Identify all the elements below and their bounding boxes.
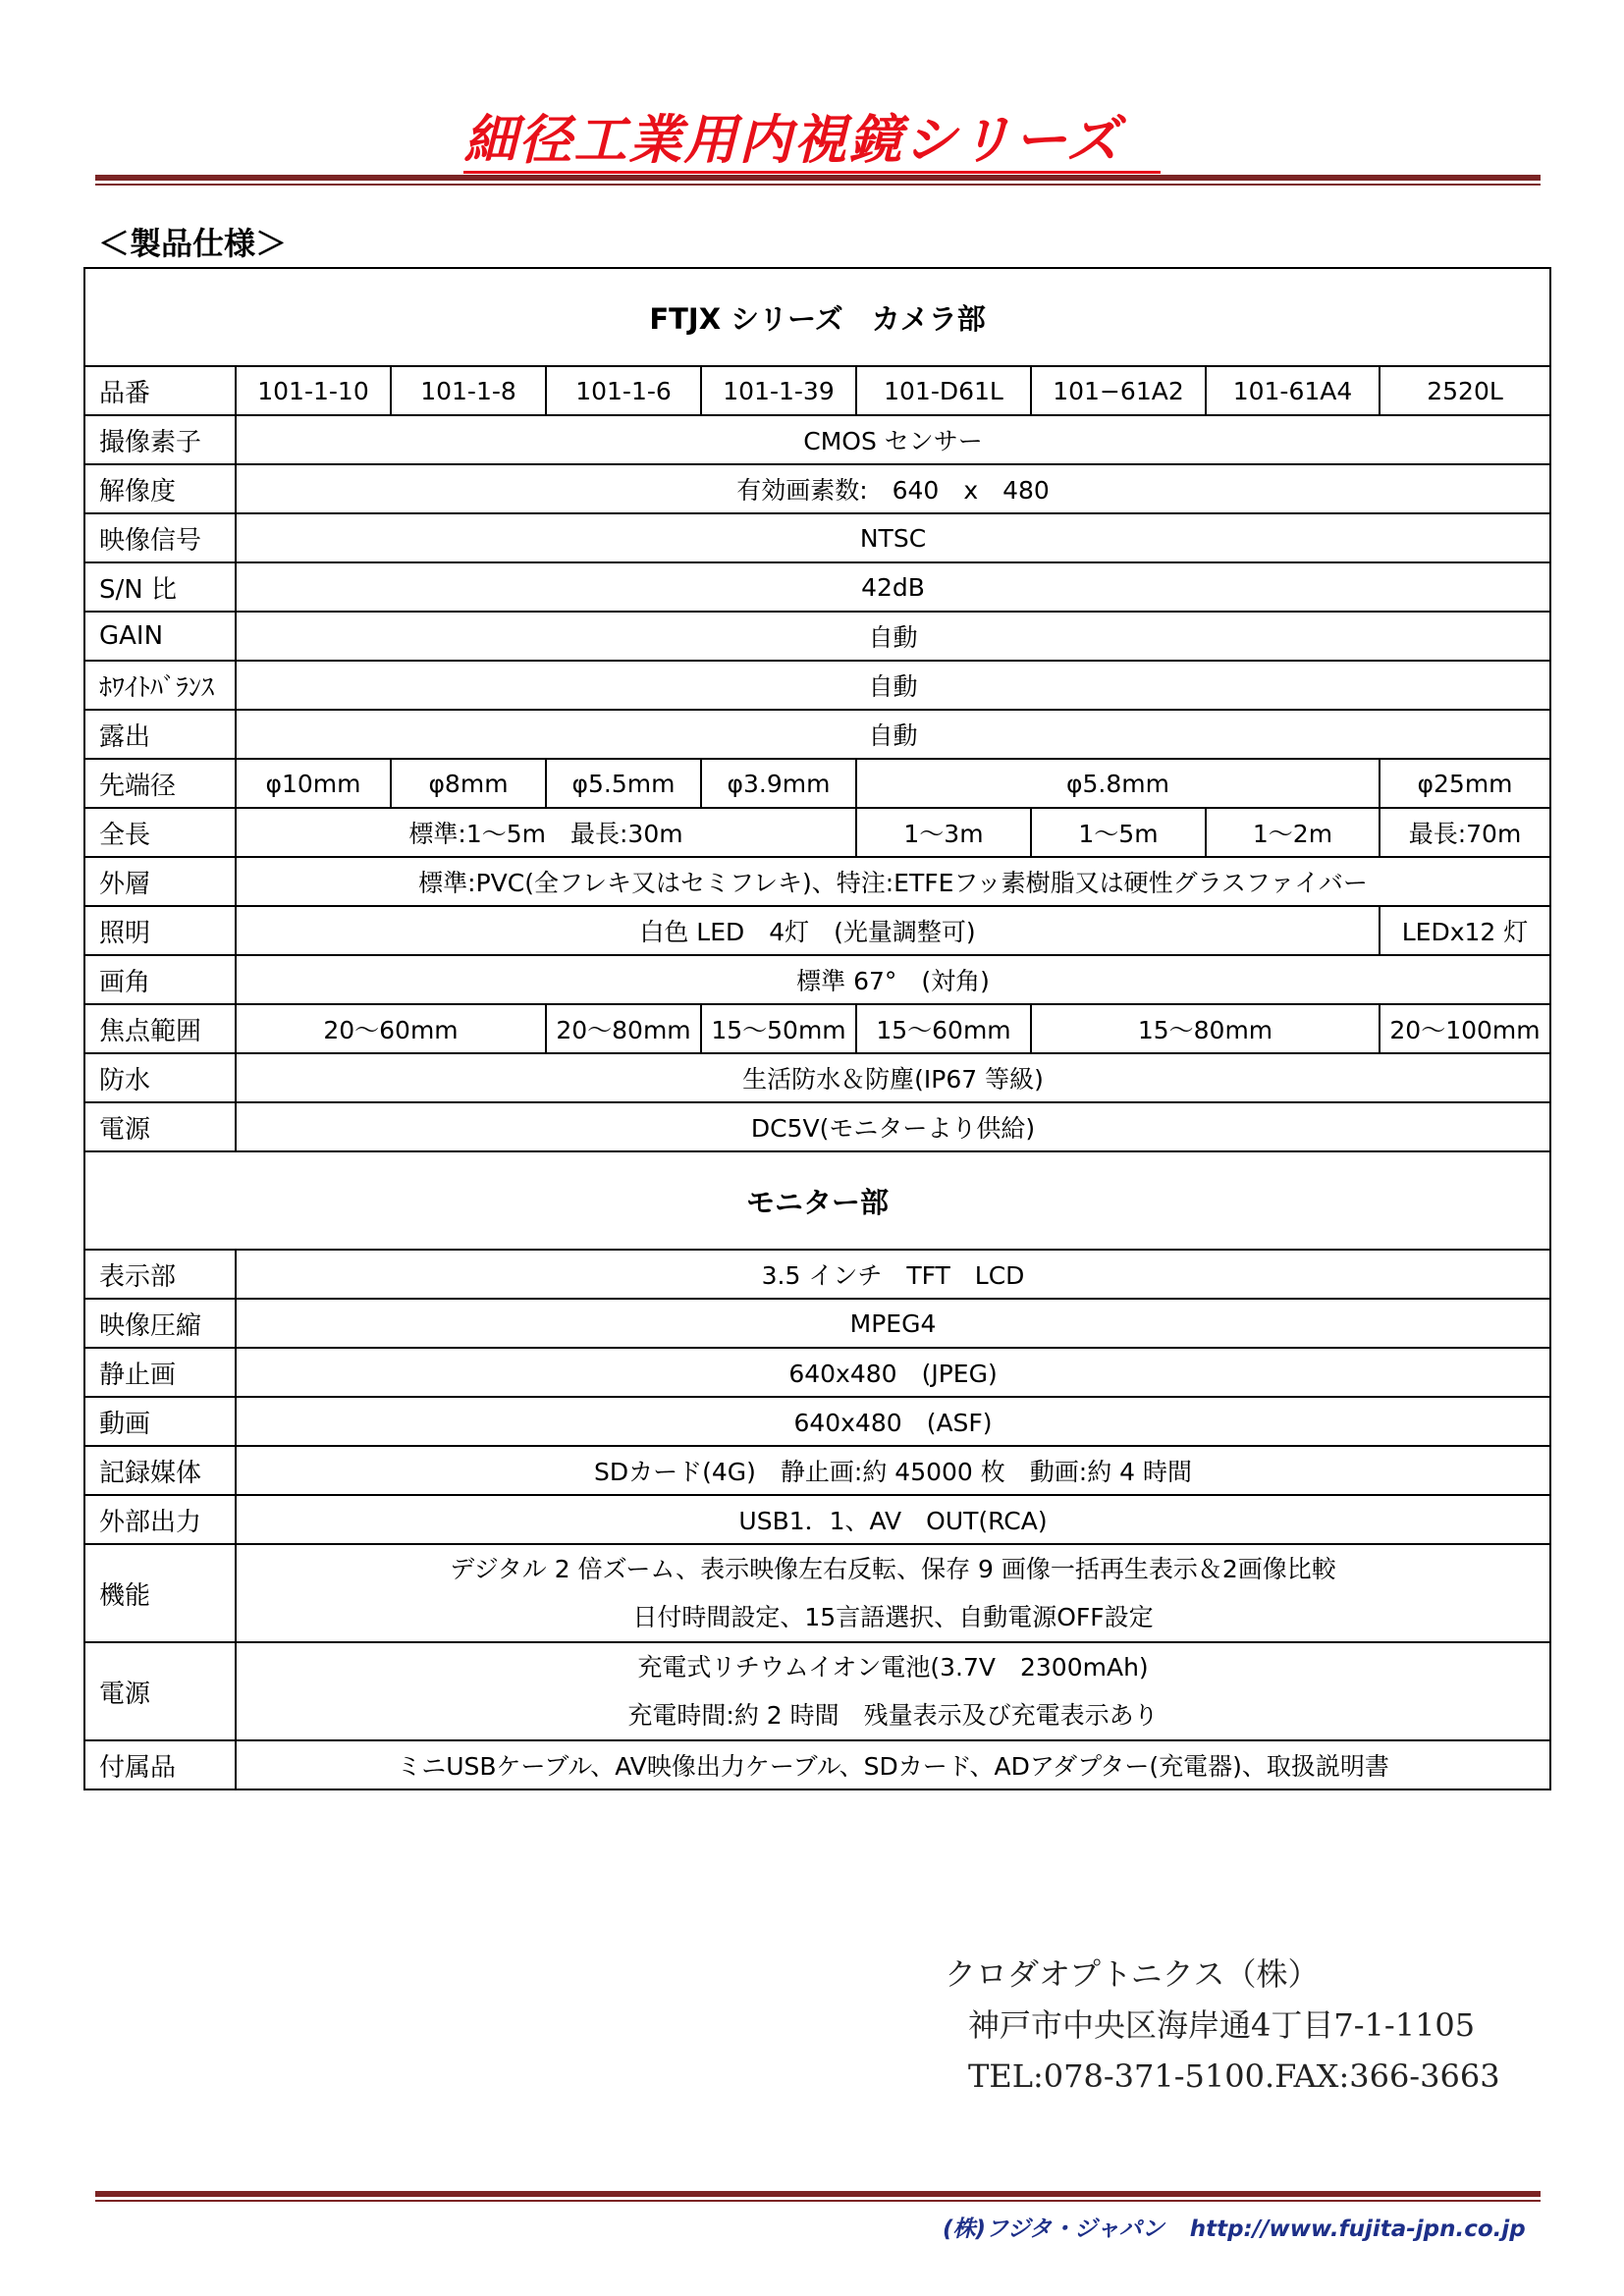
table-row xyxy=(84,661,1550,710)
focus-cell: 15～60mm xyxy=(856,1004,1031,1053)
model-cell: 101-1-8 xyxy=(391,366,546,415)
light-cell: LEDx12 灯 xyxy=(1380,906,1550,955)
model-cell: 2520L xyxy=(1380,366,1550,415)
row-label: 記録媒体 xyxy=(84,1446,236,1495)
row-label: S/N 比 xyxy=(84,562,236,612)
row-label: 外部出力 xyxy=(84,1495,236,1544)
row-value: USB1．1、AV OUT(RCA) xyxy=(236,1495,1550,1544)
table-row xyxy=(84,612,1550,661)
tip-cell: φ3.9mm xyxy=(701,759,856,808)
model-cell: 101-1-6 xyxy=(546,366,701,415)
function-line: 日付時間設定、15言語選択、自動電源OFF設定 xyxy=(632,1603,1154,1631)
row-label: 映像信号 xyxy=(84,513,236,562)
model-cell: 101-61A4 xyxy=(1206,366,1380,415)
company-contact: TEL:078-371-5100.FAX:366-3663 xyxy=(968,2057,1500,2095)
spec-table xyxy=(83,267,1551,1790)
table-row xyxy=(84,759,1550,808)
row-label: 動画 xyxy=(84,1397,236,1446)
model-cell: 101-1-10 xyxy=(236,366,391,415)
table-row xyxy=(84,464,1550,513)
focus-cell: 20～100mm xyxy=(1380,1004,1550,1053)
row-value: 生活防水＆防塵(IP67 等級) xyxy=(236,1053,1550,1102)
footer xyxy=(943,2211,1526,2243)
row-label: 静止画 xyxy=(84,1348,236,1397)
table-row xyxy=(84,1446,1550,1495)
company-name: クロダオプトニクス（株） xyxy=(945,1955,1320,1993)
row-label: 電源 xyxy=(84,1102,236,1151)
model-cell: 101−61A2 xyxy=(1031,366,1206,415)
tip-cell: φ5.8mm xyxy=(856,759,1380,808)
row-value xyxy=(236,1544,1550,1642)
monitor-header: モニター部 xyxy=(84,1151,1550,1250)
row-label: 照明 xyxy=(84,906,236,955)
row-value: NTSC xyxy=(236,513,1550,562)
table-row xyxy=(84,1544,1550,1642)
table-row xyxy=(84,808,1550,857)
table-row xyxy=(84,1495,1550,1544)
row-value: CMOS センサー xyxy=(236,415,1550,464)
table-row xyxy=(84,366,1550,415)
row-value xyxy=(236,1642,1550,1740)
row-label: 先端径 xyxy=(84,759,236,808)
tip-cell: φ8mm xyxy=(391,759,546,808)
row-value: ミニUSBケーブル、AV映像出力ケーブル、SDカード、ADアダプター(充電器)、取扱説明書 xyxy=(236,1740,1550,1789)
table-row xyxy=(84,1053,1550,1102)
length-cell: 1～2m xyxy=(1206,808,1380,857)
power-line: 充電式リチウムイオン電池(3.7V 2300mAh) xyxy=(637,1653,1149,1682)
tip-cell: φ10mm xyxy=(236,759,391,808)
table-row xyxy=(84,562,1550,612)
row-label: 露出 xyxy=(84,710,236,759)
row-label: 全長 xyxy=(84,808,236,857)
row-label: 画角 xyxy=(84,955,236,1004)
row-label: 外層 xyxy=(84,857,236,906)
row-label: 解像度 xyxy=(84,464,236,513)
row-value: 640x480 (ASF) xyxy=(236,1397,1550,1446)
row-value: 3.5 インチ TFT LCD xyxy=(236,1250,1550,1299)
table-row xyxy=(84,1397,1550,1446)
document-title: 細径工業用内視鏡シリーズ xyxy=(0,98,1624,174)
row-value: 自動 xyxy=(236,661,1550,710)
model-cell: 101-1-39 xyxy=(701,366,856,415)
focus-cell: 15～50mm xyxy=(701,1004,856,1053)
table-row xyxy=(84,1004,1550,1053)
title-rule xyxy=(95,175,1541,186)
focus-cell: 20～60mm xyxy=(236,1004,546,1053)
row-value: 標準:PVC(全フレキ又はセミフレキ)、特注:ETFEフッ素樹脂又は硬性グラスファイバー xyxy=(236,857,1550,906)
footer-url[interactable]: http://www.fujita-jpn.co.jp xyxy=(1189,2216,1526,2242)
company-block xyxy=(945,1949,1500,2102)
row-label: GAIN xyxy=(84,612,236,661)
footer-rule xyxy=(95,2191,1541,2202)
row-label: 機能 xyxy=(84,1544,236,1642)
row-label: 電源 xyxy=(84,1642,236,1740)
row-value: 42dB xyxy=(236,562,1550,612)
row-value: 自動 xyxy=(236,710,1550,759)
row-value: DC5V(モニターより供給) xyxy=(236,1102,1550,1151)
table-row xyxy=(84,1740,1550,1789)
function-line: デジタル 2 倍ズーム、表示映像左右反転、保存 9 画像一括再生表示＆2画像比較 xyxy=(450,1555,1336,1583)
table-row xyxy=(84,1348,1550,1397)
row-value: 自動 xyxy=(236,612,1550,661)
table-row xyxy=(84,857,1550,906)
focus-cell: 15～80mm xyxy=(1031,1004,1380,1053)
row-label: 防水 xyxy=(84,1053,236,1102)
row-label: 表示部 xyxy=(84,1250,236,1299)
length-cell: 1～5m xyxy=(1031,808,1206,857)
table-row xyxy=(84,1642,1550,1740)
row-value: SDカード(4G) 静止画:約 45000 枚 動画:約 4 時間 xyxy=(236,1446,1550,1495)
row-label: 付属品 xyxy=(84,1740,236,1789)
focus-cell: 20～80mm xyxy=(546,1004,701,1053)
row-value: 有効画素数: 640 x 480 xyxy=(236,464,1550,513)
row-label: ﾎﾜｲﾄﾊﾞﾗﾝｽ xyxy=(84,661,236,710)
table-row xyxy=(84,1299,1550,1348)
table-row xyxy=(84,955,1550,1004)
table-row xyxy=(84,415,1550,464)
company-address: 神戸市中央区海岸通4丁目7-1-1105 xyxy=(968,2006,1476,2044)
row-value: 640x480 (JPEG) xyxy=(236,1348,1550,1397)
table-row xyxy=(84,513,1550,562)
table-row xyxy=(84,906,1550,955)
table-row xyxy=(84,1102,1550,1151)
power-line: 充電時間:約 2 時間 残量表示及び充電表示あり xyxy=(627,1701,1159,1730)
row-label: 品番 xyxy=(84,366,236,415)
length-cell: 最長:70m xyxy=(1380,808,1550,857)
model-cell: 101-D61L xyxy=(856,366,1031,415)
row-value: 標準 67° (対角) xyxy=(236,955,1550,1004)
row-label: 焦点範囲 xyxy=(84,1004,236,1053)
camera-header: FTJX シリーズ カメラ部 xyxy=(84,268,1550,366)
row-value: MPEG4 xyxy=(236,1299,1550,1348)
tip-cell: φ25mm xyxy=(1380,759,1550,808)
row-label: 撮像素子 xyxy=(84,415,236,464)
footer-brand: (株)フジタ・ジャパン xyxy=(943,2216,1164,2242)
length-cell: 標準:1～5m 最長:30m xyxy=(236,808,856,857)
table-row xyxy=(84,1250,1550,1299)
light-cell: 白色 LED 4灯 (光量調整可) xyxy=(236,906,1380,955)
tip-cell: φ5.5mm xyxy=(546,759,701,808)
length-cell: 1～3m xyxy=(856,808,1031,857)
table-row xyxy=(84,710,1550,759)
section-title: ＜製品仕様＞ xyxy=(98,225,288,262)
row-label: 映像圧縮 xyxy=(84,1299,236,1348)
